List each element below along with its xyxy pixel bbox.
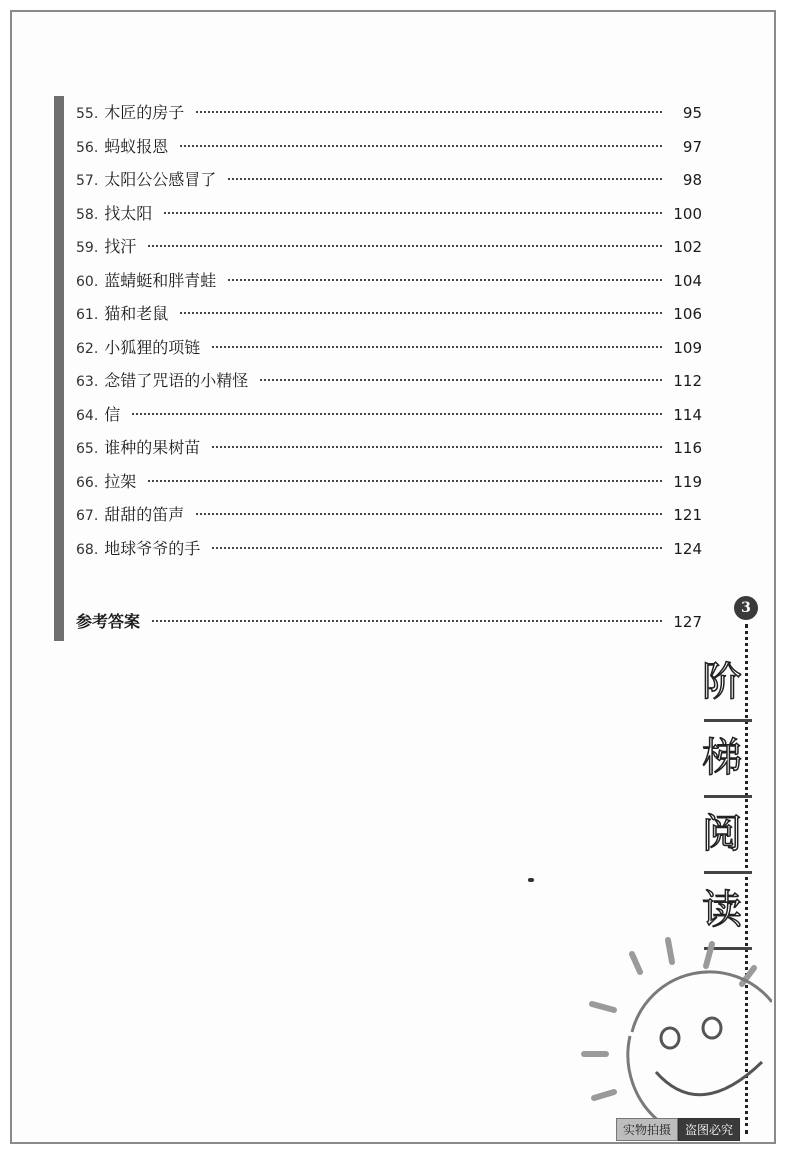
toc-entry-number: 56. (76, 139, 99, 156)
toc-entry-page: 97 (682, 137, 702, 156)
toc-entry-title: 甜甜的笛声 (104, 505, 185, 524)
toc-entry[interactable] (76, 498, 702, 532)
smiling-sun-icon (572, 932, 772, 1122)
toc-entry-page: 114 (673, 405, 702, 424)
toc-entry-number: 65. (76, 441, 99, 457)
toc-entry-page: 127 (673, 613, 702, 631)
toc-entry-page: 116 (673, 439, 702, 457)
toc-entry-page: 100 (673, 204, 702, 223)
toc-entry-page: 124 (673, 539, 702, 558)
toc-entry[interactable] (76, 532, 702, 566)
toc-entry-title: 蓝蜻蜓和胖青蛙 (104, 270, 217, 290)
dot-leader (148, 245, 662, 247)
toc-entry-title: 信 (104, 404, 121, 424)
book-page (10, 10, 776, 1144)
toc-entry-number: 55. (76, 106, 99, 122)
toc-entry-page: 121 (673, 506, 702, 524)
toc-entry[interactable] (76, 431, 702, 465)
toc-entry[interactable] (76, 96, 702, 130)
dot-leader (164, 212, 662, 214)
stamp-label: 实物拍摄 (616, 1118, 678, 1141)
toc-entry[interactable] (76, 465, 702, 499)
toc-entry-title: 参考答案 (76, 612, 141, 631)
series-title-char: 阅 (702, 804, 762, 880)
toc-entry-number: 57. (76, 173, 99, 189)
dot-leader (228, 178, 662, 180)
toc-entry-title: 小狐狸的项链 (104, 337, 201, 357)
dot-leader (260, 379, 662, 381)
toc-entry-number: 67. (76, 508, 99, 524)
series-title-char: 梯 (702, 728, 762, 804)
toc-entry-number: 59. (76, 240, 99, 256)
toc-entry-page: 106 (673, 305, 702, 323)
toc-entry-number: 63. (76, 374, 99, 390)
dot-leader (152, 620, 662, 622)
toc-entry-page: 112 (673, 372, 702, 390)
print-speck (528, 878, 534, 882)
dot-leader (212, 547, 662, 549)
toc-entry-title: 念错了咒语的小精怪 (104, 371, 249, 390)
dot-leader (180, 145, 662, 147)
series-title-char: 读 (702, 880, 762, 956)
toc-entry-number: 58. (76, 206, 99, 223)
toc-entry[interactable] (76, 364, 702, 398)
toc-entry-page: 119 (673, 472, 702, 491)
toc-entry-page: 95 (682, 104, 702, 122)
toc-entry[interactable] (76, 398, 702, 432)
table-of-contents (76, 96, 702, 565)
toc-entry-title: 木匠的房子 (104, 103, 185, 122)
toc-entry-title: 拉架 (104, 471, 137, 491)
toc-entry-page: 104 (673, 271, 702, 290)
toc-entry-title: 谁种的果树苗 (104, 438, 201, 457)
toc-entry-title: 猫和老鼠 (104, 304, 169, 323)
toc-entry-page: 109 (673, 338, 702, 357)
toc-entry-number: 64. (76, 407, 99, 424)
toc-entry-number: 62. (76, 340, 99, 357)
toc-entry-number: 61. (76, 307, 99, 323)
toc-entry-page: 102 (673, 238, 702, 256)
dot-leader (132, 413, 662, 415)
page-number-badge: 3 (734, 596, 758, 620)
dot-leader (196, 111, 662, 113)
toc-entry-title: 蚂蚁报恩 (104, 136, 169, 156)
dot-leader (180, 312, 662, 314)
toc-entry[interactable] (76, 130, 702, 164)
dot-leader (196, 513, 662, 515)
toc-entry[interactable] (76, 297, 702, 331)
toc-entry[interactable] (76, 331, 702, 365)
toc-entry-title: 地球爷爷的手 (104, 538, 201, 558)
toc-entry-title: 找太阳 (104, 203, 153, 223)
toc-entry-number: 68. (76, 541, 99, 558)
dot-leader (212, 446, 662, 448)
toc-entry[interactable] (76, 264, 702, 298)
toc-entry-answers[interactable] (76, 609, 702, 632)
toc-entry-page: 98 (682, 171, 702, 189)
toc-entry[interactable] (76, 163, 702, 197)
series-title-char: 阶 (702, 652, 762, 728)
dot-leader (212, 346, 662, 348)
stamp-label: 盗图必究 (678, 1118, 740, 1141)
dot-leader (148, 480, 662, 482)
dot-leader (228, 279, 662, 281)
toc-entry-title: 太阳公公感冒了 (104, 170, 217, 189)
toc-entry-number: 60. (76, 273, 99, 290)
toc-entry[interactable] (76, 230, 702, 264)
series-title-vertical (702, 652, 762, 956)
toc-side-bar (54, 96, 64, 641)
toc-entry-number: 66. (76, 474, 99, 491)
toc-entry-title: 找汗 (104, 237, 137, 256)
toc-entry[interactable] (76, 197, 702, 231)
watermark-stamp (616, 1118, 740, 1141)
